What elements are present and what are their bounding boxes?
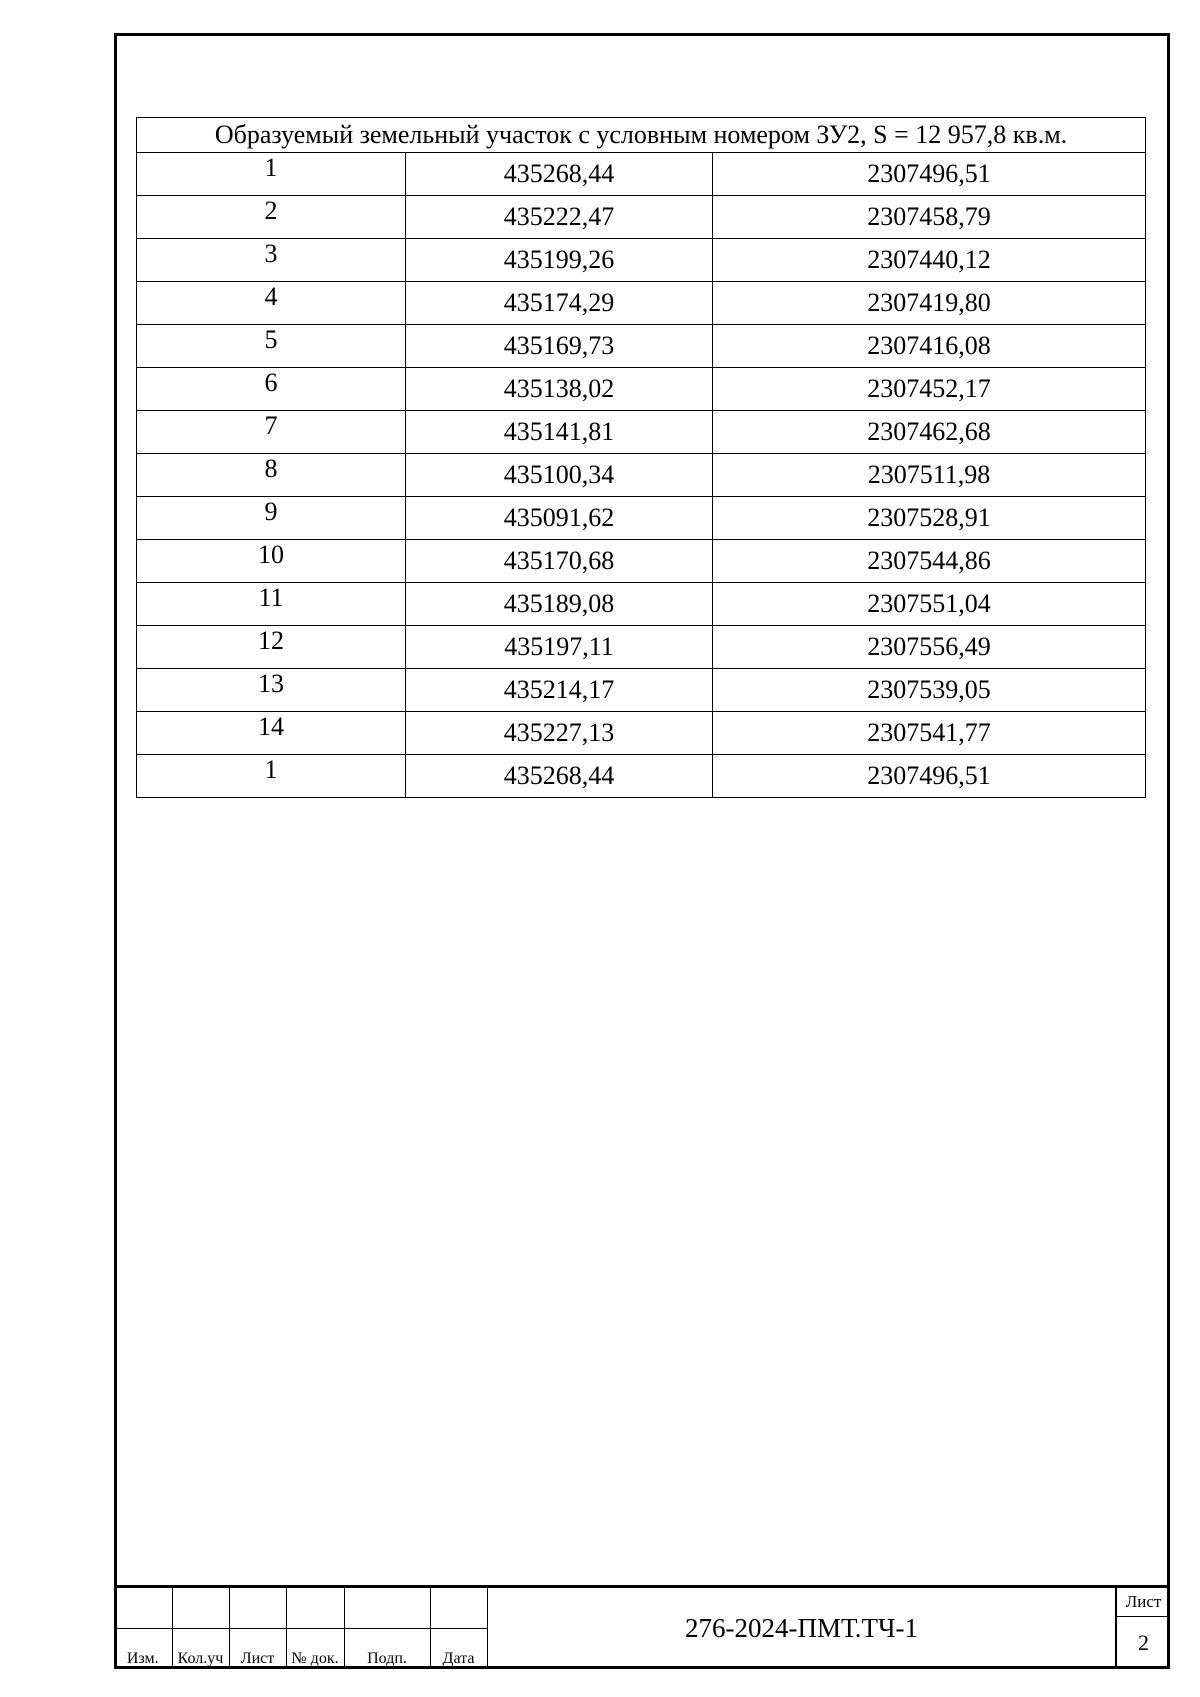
coord-y: 2307544,86: [713, 540, 1146, 583]
point-number: 8: [137, 454, 406, 497]
table-row: [137, 712, 1146, 755]
coord-y: 2307462,68: [713, 411, 1146, 454]
point-number: 9: [137, 497, 406, 540]
coord-x: 435214,17: [406, 669, 713, 712]
table-row: [137, 454, 1146, 497]
title-block: [114, 1585, 1170, 1669]
coord-y: 2307528,91: [713, 497, 1146, 540]
table-row: [137, 325, 1146, 368]
table-row: [137, 755, 1146, 798]
point-number: 1: [137, 153, 406, 196]
document-designation: 276-2024-ПМТ.ТЧ-1: [684, 1613, 919, 1643]
coord-y: 2307551,04: [713, 583, 1146, 626]
coord-x: 435138,02: [406, 368, 713, 411]
point-number: 14: [137, 712, 406, 755]
coord-x: 435199,26: [406, 239, 713, 282]
stamp-label-doc-no: № док.: [286, 1629, 344, 1670]
revision-grid: [114, 1588, 488, 1669]
stamp-label-qty: Кол.уч: [172, 1629, 229, 1670]
coord-x: 435174,29: [406, 282, 713, 325]
coord-x: 435197,11: [406, 626, 713, 669]
coord-x: 435100,34: [406, 454, 713, 497]
table-row: [137, 368, 1146, 411]
coord-x: 435222,47: [406, 196, 713, 239]
coord-y: 2307539,05: [713, 669, 1146, 712]
table-row: [137, 196, 1146, 239]
coord-x: 435091,62: [406, 497, 713, 540]
point-number: 13: [137, 669, 406, 712]
table-row: [137, 540, 1146, 583]
coord-x: 435189,08: [406, 583, 713, 626]
table-row: [137, 497, 1146, 540]
coord-y: 2307416,08: [713, 325, 1146, 368]
point-number: 11: [137, 583, 406, 626]
coord-y: 2307541,77: [713, 712, 1146, 755]
table-row: [137, 239, 1146, 282]
coord-y: 2307419,80: [713, 282, 1146, 325]
table-row: [137, 153, 1146, 196]
coord-y: 2307458,79: [713, 196, 1146, 239]
coord-y: 2307511,98: [713, 454, 1146, 497]
stamp-label-change: Изм.: [114, 1629, 172, 1670]
stamp-label-date: Дата: [430, 1629, 487, 1670]
stamp-label-signature: Подп.: [344, 1629, 430, 1670]
point-number: 5: [137, 325, 406, 368]
sheet-number: 2: [1138, 1630, 1149, 1655]
sheet-box: [1115, 1588, 1170, 1669]
table-header-row: [137, 118, 1146, 153]
coord-y: 2307452,17: [713, 368, 1146, 411]
coord-y: 2307556,49: [713, 626, 1146, 669]
point-number: 7: [137, 411, 406, 454]
coord-x: 435170,68: [406, 540, 713, 583]
point-number: 2: [137, 196, 406, 239]
point-number: 10: [137, 540, 406, 583]
coordinates-table: [136, 117, 1146, 798]
table-header: Образуемый земельный участок с условным номером ЗУ2, S = 12 957,8 кв.м.: [137, 118, 1146, 153]
coord-y: 2307496,51: [713, 755, 1146, 798]
table-row: [137, 583, 1146, 626]
point-number: 4: [137, 282, 406, 325]
point-number: 3: [137, 239, 406, 282]
coord-y: 2307496,51: [713, 153, 1146, 196]
table-row: [137, 626, 1146, 669]
coord-x: 435268,44: [406, 755, 713, 798]
table-row: [137, 411, 1146, 454]
point-number: 12: [137, 626, 406, 669]
coord-x: 435268,44: [406, 153, 713, 196]
coord-y: 2307440,12: [713, 239, 1146, 282]
point-number: 6: [137, 368, 406, 411]
table-row: [137, 282, 1146, 325]
sheet-label: Лист: [1117, 1588, 1170, 1617]
table-row: [137, 669, 1146, 712]
point-number: 1: [137, 755, 406, 798]
coord-x: 435169,73: [406, 325, 713, 368]
coord-x: 435227,13: [406, 712, 713, 755]
stamp-label-sheet: Лист: [229, 1629, 286, 1670]
coord-x: 435141,81: [406, 411, 713, 454]
